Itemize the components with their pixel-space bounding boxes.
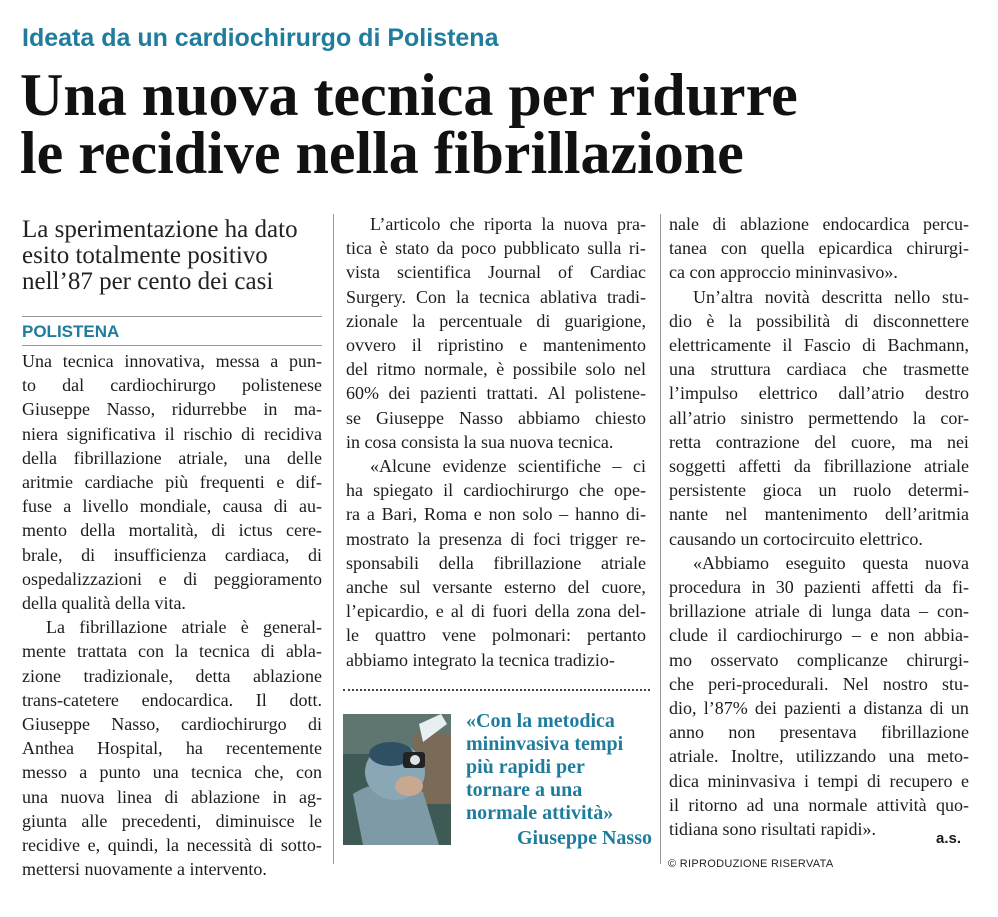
text-line: ra a Bari, Roma e non solo – hanno di- <box>346 504 646 525</box>
text-line: messo a punto una tecnica che, con <box>22 762 322 783</box>
text-line: giunta alle precedenti, diminuisce le <box>22 810 322 831</box>
text-line: fuse a livello mondiale, causa di au- <box>22 496 322 517</box>
text-line: causando un cortocircuito elettrico. <box>669 528 923 549</box>
text-line: il ritorno ad una normale attività quo- <box>669 794 969 815</box>
text-line: mettersi nuovamente a intervento. <box>22 859 267 880</box>
subhead-line: La sperimentazione ha dato <box>22 216 298 243</box>
column-divider <box>333 214 334 864</box>
text-line: «Abbiamo eseguito questa nuova <box>693 552 969 573</box>
text-line: recidive e, quindi, la necessità di sotto- <box>22 835 322 856</box>
text-line: persistente gioca un ruolo determi- <box>669 480 969 501</box>
text-line: sponsabili della fibrillazione atriale <box>346 552 646 573</box>
dateline: POLISTENA <box>22 322 120 341</box>
text-line: tica è stato da poco pubblicato sulla ri- <box>346 238 646 259</box>
text-line: zione tradizionale, detta ablazione <box>22 665 322 686</box>
pullquote-divider <box>343 689 650 691</box>
text-line: trans-catetere endocardica. Il dott. <box>22 689 322 710</box>
subhead-line: esito totalmente positivo <box>22 242 268 269</box>
headline-line: le recidive nella fibrillazione <box>20 120 744 186</box>
headline-line: Una nuova tecnica per ridurre <box>20 62 798 128</box>
text-line: nante nel mantenimento dell’aritmia <box>669 504 969 525</box>
text-line: mo osservato complicanze chirurgi- <box>669 649 969 670</box>
text-line: clude il cardiochirurgo – e non abbia- <box>669 625 969 646</box>
text-line: l’epicardio, e al di fuori della zona del- <box>346 601 646 622</box>
subheadline <box>22 217 314 295</box>
text-line: in cosa consista la sua nuova tecnica. <box>346 431 614 452</box>
text-line: della qualità della vita. <box>22 593 186 614</box>
text-line: Surgery. Con la tecnica ablativa tradi- <box>346 286 646 307</box>
text-line: dio è la possibilità di disconnettere <box>669 310 969 331</box>
text-line: aritmie cardiache più frequenti e dif- <box>22 472 322 493</box>
text-line: brillazione atriale di lunga data – con- <box>669 601 969 622</box>
text-line: L’articolo che riporta la nuova pra- <box>370 214 646 234</box>
text-line: nale di ablazione endocardica percu- <box>669 214 969 234</box>
text-line: che peri-procedurali. Nel nostro stu- <box>669 673 969 694</box>
text-line: La fibrillazione atriale è general- <box>46 617 322 638</box>
text-line: Giuseppe Nasso, ridurrebbe in ma- <box>22 399 322 420</box>
text-line: della fibrillazione atriale, una delle <box>22 447 322 468</box>
text-line: soggetti affetti da fibrillazione atriale <box>669 456 969 477</box>
copyright-notice: © RIPRODUZIONE RISERVATA <box>668 858 834 870</box>
text-line: vista scientifica Journal of Cardiac <box>346 262 646 283</box>
text-line: ospedalizzazioni e di peggioramento <box>22 568 322 589</box>
text-line: dio, l’87% dei pazienti a distanza di un <box>669 698 969 719</box>
text-line: tanea con quella epicardica chirurgi- <box>669 238 969 259</box>
text-line: elettricamente il Fascio di Bachmann, <box>669 335 969 356</box>
text-line: dica mininvasiva i tempi di recupero e <box>669 770 969 791</box>
text-line: anno non presentava fibrillazione <box>669 722 969 743</box>
text-line: ca con approccio mininvasivo». <box>669 262 898 283</box>
text-line: mento della mortalità, di ictus cere- <box>22 520 322 541</box>
article-column-1 <box>22 349 322 881</box>
subhead-line: nell’87 per cento dei casi <box>22 268 274 295</box>
surgeon-photo <box>343 714 451 845</box>
kicker: Ideata da un cardiochirurgo di Polistena <box>22 24 499 52</box>
text-line: ha spiegato il cardiochirurgo che ope- <box>346 480 646 501</box>
text-line: l’impulso elettrico dall’atrio destro <box>669 383 969 404</box>
dateline-divider <box>22 345 322 346</box>
text-line: una struttura cardiaca che trasmette <box>669 359 969 380</box>
pull-quote <box>466 710 652 850</box>
text-line: atriale. Inoltre, utilizzando una meto- <box>669 746 969 767</box>
article-column-2 <box>346 212 646 672</box>
text-line: anche sul versante esterno del cuore, <box>346 577 646 598</box>
text-line: 60% dei pazienti trattati. Al polistene- <box>346 383 646 404</box>
text-line: ovvero il ripristino e mantenimento <box>346 335 646 356</box>
text-line: del ritmo normale, è possibile solo nel <box>346 359 646 380</box>
text-line: tidiana sono risultati rapidi». <box>669 819 876 840</box>
text-line: le quattro vene polmonari: pertanto <box>346 625 646 646</box>
text-line: abbiamo integrato la tecnica tradizio- <box>346 649 615 670</box>
pull-quote-author: Giuseppe Nasso <box>516 827 652 849</box>
headline <box>20 62 798 186</box>
subhead-divider <box>22 316 322 317</box>
text-line: mente trattata con la tecnica di abla- <box>22 641 322 662</box>
column-divider <box>660 214 661 864</box>
article-column-3 <box>669 212 969 841</box>
text-line: Una tecnica innovativa, messa a pun- <box>22 351 322 371</box>
text-line: se Giuseppe Nasso abbiamo chiesto <box>346 407 646 428</box>
text-line: zionale la percentuale di guarigione, <box>346 310 646 331</box>
text-line: to dal cardiochirurgo polistenese <box>22 375 322 396</box>
text-line: Anthea Hospital, ha recentemente <box>22 738 322 759</box>
text-line: retta contrazione del cuore, ma nei <box>669 431 969 452</box>
text-line: Giuseppe Nasso, cardiochirurgo di <box>22 714 322 735</box>
text-line: «Alcune evidenze scientifiche – ci <box>370 456 646 477</box>
text-line: niera significativa il rischio di recidiva <box>22 423 322 444</box>
text-line: all’atrio sinistro permettendo la cor- <box>669 407 969 428</box>
pull-quote-text: «Con la metodica mininvasiva tempi più rapidi per tornare a una normale attività» <box>466 710 624 824</box>
author-initials: a.s. <box>936 830 962 847</box>
text-line: mostrato la presenza di foci trigger re- <box>346 528 646 549</box>
text-line: una nuova linea di ablazione in ag- <box>22 786 322 807</box>
text-line: procedura in 30 pazienti affetti da fi- <box>669 577 969 598</box>
text-line: brale, di insufficienza cardiaca, di <box>22 544 322 565</box>
text-line: Un’altra novità descritta nello stu- <box>693 286 969 307</box>
